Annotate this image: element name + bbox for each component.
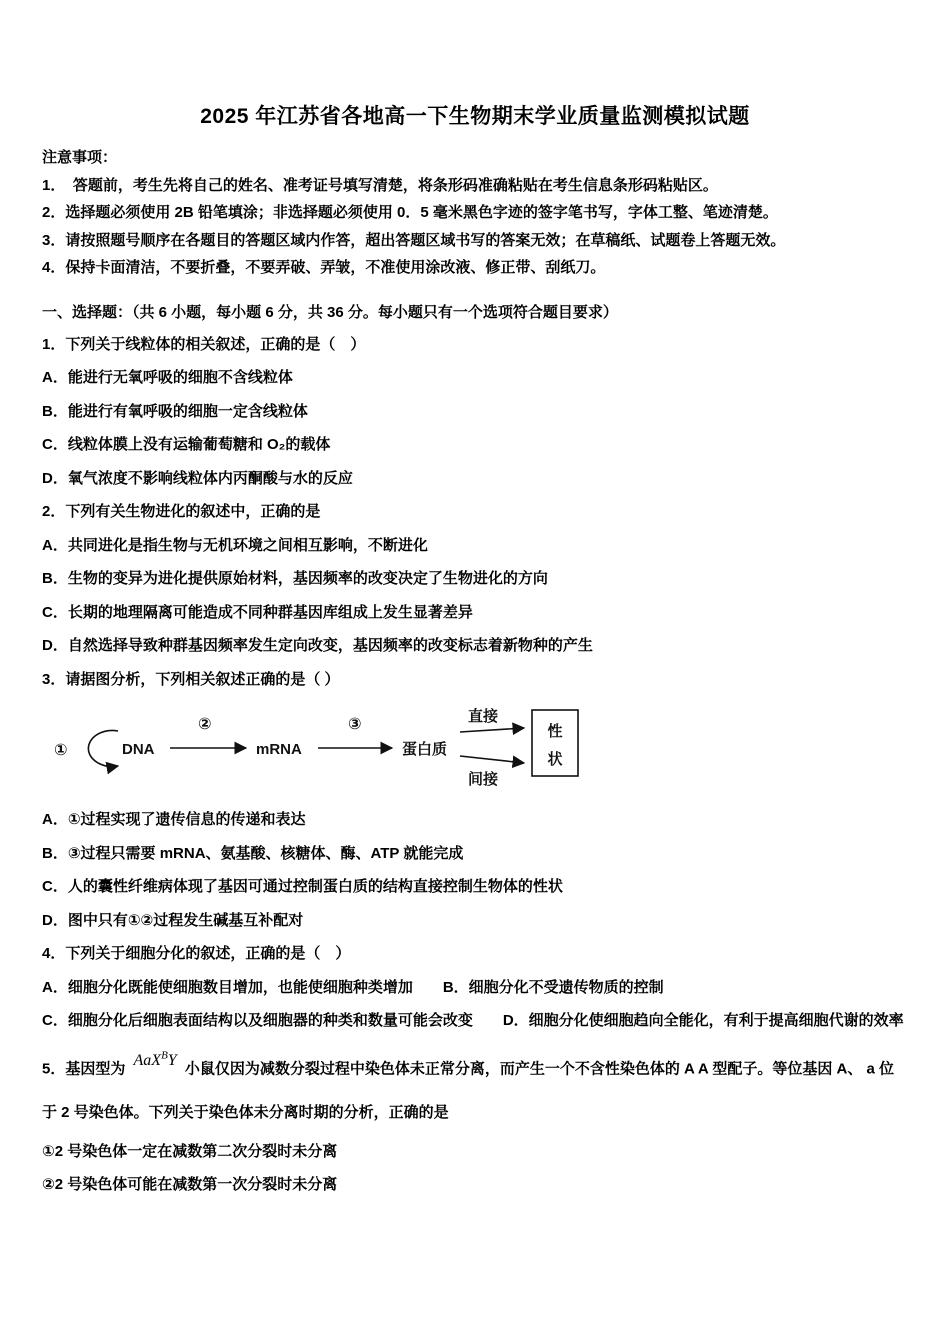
subitem-1: ①2 号染色体一定在减数第二次分裂时未分离: [42, 1142, 338, 1160]
question-1: [42, 328, 908, 496]
diagram-step2-label: ②: [198, 716, 212, 733]
section-heading: 一、选择题：（共 6 小题，每小题 6 分，共 36 分。每小题只有一个选项符合题目要求）: [42, 303, 618, 321]
stem-text-pre: 5．基因型为: [42, 1059, 126, 1077]
option-d: D．图中只有①②过程发生碱基互补配对: [42, 911, 304, 929]
diagram-mrna-label: mRNA: [256, 741, 302, 758]
question-5: [42, 1042, 908, 1202]
question-stem: 4．下列关于细胞分化的叙述，正确的是（ ）: [42, 945, 351, 962]
diagram-indirect-label: 间接: [468, 771, 499, 788]
notice-item: 4．保持卡面清洁，不要折叠，不要弄破、弄皱，不准使用涂改液、修正带、刮纸刀。: [42, 259, 606, 276]
diagram-dna-label: DNA: [122, 741, 155, 758]
question-2: [42, 495, 908, 663]
replication-loop-arrow-icon: [88, 731, 118, 767]
options-row-ab: A．细胞分化既能使细胞数目增加，也能使细胞种类增加 B．细胞分化不受遗传物质的控制: [42, 978, 664, 996]
diagram-protein-label: 蛋白质: [402, 741, 448, 758]
option-a: A．①过程实现了遗传信息的传递和表达: [42, 811, 306, 828]
gene-expression-diagram: [52, 704, 908, 799]
diagram-trait-bottom-label: 状: [547, 751, 563, 768]
diagram-trait-top-label: 性: [547, 723, 563, 740]
option-c: C．线粒体膜上没有运输葡萄糖和 O₂的载体: [42, 436, 331, 453]
diagram-step3-label: ③: [348, 716, 362, 733]
option-d: D．氧气浓度不影响线粒体内丙酮酸与水的反应: [42, 469, 353, 487]
notice-heading: 注意事项：: [42, 149, 118, 166]
genotype-tail: Y: [167, 1051, 177, 1069]
option-c: C．长期的地理隔离可能造成不同种群基因库组成上发生显著差异: [42, 603, 473, 621]
genotype-base: AaX: [133, 1051, 162, 1069]
question-stem: [42, 1042, 908, 1135]
question-stem: 2．下列有关生物进化的叙述中，正确的是: [42, 503, 321, 520]
genotype-formula: [130, 1049, 181, 1069]
diagram-direct-label: 直接: [468, 708, 499, 725]
diagram-step1-label: ①: [54, 742, 68, 759]
notice-item: 3．请按照题号顺序在各题目的答题区域内作答，超出答题区域书写的答案无效；在草稿纸、试题卷上答题无效。: [42, 231, 786, 249]
exam-title: 2025 年江苏省各地高一下生物期末学业质量监测模拟试题: [200, 105, 750, 128]
option-b: B．生物的变异为进化提供原始材料，基因频率的改变决定了生物进化的方向: [42, 570, 548, 587]
direct-arrow-icon: [460, 728, 524, 732]
option-c: C．人的囊性纤维病体现了基因可通过控制蛋白质的结构直接控制生物体的性状: [42, 878, 563, 895]
stem-text-post: 小鼠仅因为减数分裂过程中染色体未正常分离，而产生一个不含性染色体的 A A 型配子。等位基因 A、 a 位于 2 号染色体。下列关于染色体未分离时期的分析，正确的是: [42, 1059, 895, 1121]
genotype-superscript: B: [161, 1049, 168, 1062]
notice-item: 2．选择题必须使用 2B 铅笔填涂；非选择题必须使用 0．5 毫米黑色字迹的签字笔书写，字体工整、笔迹清楚。: [42, 204, 778, 221]
option-a: A．能进行无氧呼吸的细胞不含线粒体: [42, 369, 293, 386]
option-d: D．自然选择导致种群基因频率发生定向改变，基因频率的改变标志着新物种的产生: [42, 637, 593, 654]
option-b: B．能进行有氧呼吸的细胞一定含线粒体: [42, 402, 308, 420]
question-stem: 3．请据图分析，下列相关叙述正确的是（ ）: [42, 670, 340, 688]
option-b: B．③过程只需要 mRNA、氨基酸、核糖体、酶、ATP 就能完成: [42, 844, 464, 862]
question-4: [42, 937, 908, 1038]
option-a: A．共同进化是指生物与无机环境之间相互影响，不断进化: [42, 536, 428, 554]
question-3: [42, 663, 908, 938]
subitem-2: ②2 号染色体可能在减数第一次分裂时未分离: [42, 1176, 338, 1194]
question-stem: 1．下列关于线粒体的相关叙述，正确的是（ ）: [42, 335, 366, 353]
notice-item: 1． 答题前，考生先将自己的姓名、准考证号填写清楚，将条形码准确粘贴在考生信息条形码粘贴区。: [42, 176, 718, 194]
indirect-arrow-icon: [460, 756, 524, 763]
options-row-cd: C．细胞分化后细胞表面结构以及细胞器的种类和数量可能会改变 D．细胞分化使细胞趋向全能化，有利于提高细胞代谢的效率: [42, 1012, 904, 1029]
gene-expression-diagram-svg: [52, 704, 592, 794]
notice-section: [42, 144, 908, 282]
